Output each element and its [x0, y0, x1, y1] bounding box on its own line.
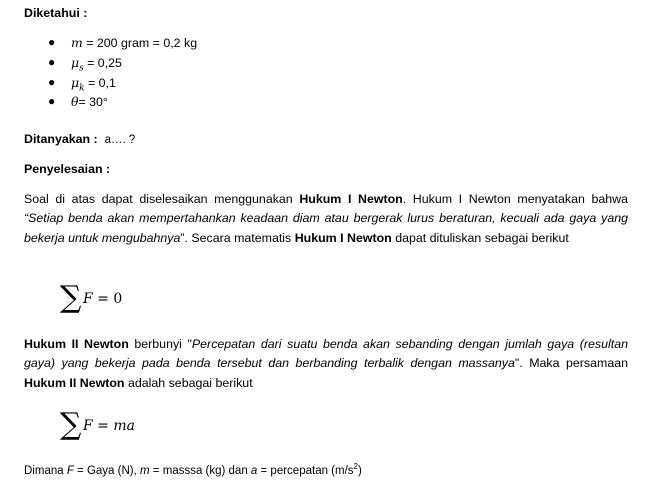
asked-value: a…. ?	[104, 134, 136, 146]
bullet-icon: ●	[48, 55, 56, 69]
known-item-mu-k: $\mu_k = 0,1$	[71, 75, 116, 94]
sigma-symbol: ∑	[60, 280, 82, 315]
bullet-icon: ●	[48, 35, 56, 49]
known-item-theta: θ= 30°	[71, 94, 108, 109]
equation-first-law: F = 0	[83, 291, 123, 307]
bullet-icon: ●	[48, 75, 56, 89]
definition-line: Dimana F = Gaya (N), m = masssa (kg) dan a = percepatan $(m/s^2)$	[24, 462, 362, 477]
sigma-symbol: ∑	[60, 407, 82, 442]
solution-heading: Penyelesaian :	[24, 162, 111, 176]
bullet-icon: ●	[48, 94, 56, 108]
known-heading: Diketahui :	[24, 6, 88, 20]
paragraph-newton-1: Soal di atas dapat diselesaikan menggunakan Hukum I Newton. Hukum I Newton menyatakan bahwa “Setiap benda akan mempertahankan keadaan diam atau bergerak lurus beraturan, kecuali ada gaya yang bekerja untuk mengubahnya”. Secara matematis Hukum I Newton dapat dituliskan sebagai berikut	[24, 192, 629, 245]
asked-line: Ditanyakan : a…. ?	[24, 132, 136, 146]
equation-second-law: F = ma	[83, 418, 135, 434]
known-item-mass: m = 200 gram = 0,2 kg	[71, 35, 198, 50]
paragraph-newton-2: Hukum II Newton berbunyi "Percepatan dari suatu benda akan sebanding dengan jumlah gaya (resultan gaya) yang bekerja pada benda tersebut dan berbanding terbalik dengan massanya". Maka persamaan Hukum II Newton adalah sebagai berikut	[24, 337, 628, 390]
known-item-mu-s: $\mu_s = 0,25$	[71, 55, 122, 74]
